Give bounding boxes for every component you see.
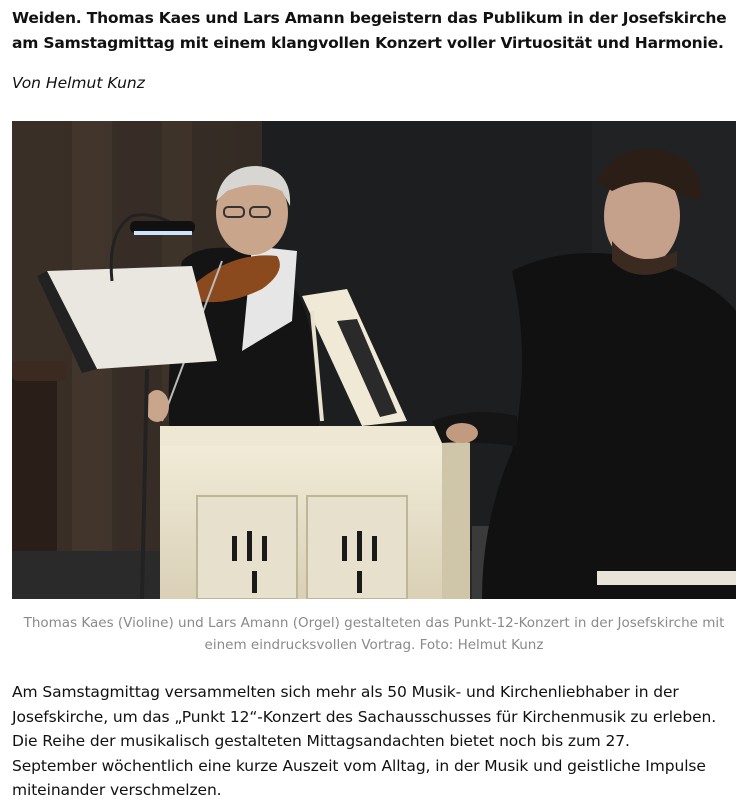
photo-caption: Thomas Kaes (Violine) und Lars Amann (Orgel) gestalteten das Punkt-12-Konzert in der Josefskirche mit einem eindrucksvollen Vortrag. Foto: Helmut Kunz — [23, 615, 725, 653]
concert-photo-illustration — [12, 121, 736, 599]
article-body-paragraph: Am Samstagmittag versammelten sich mehr als 50 Musik- und Kirchenliebhaber in der Josefskirche, um das „Punkt 12“-Konzert des Sachausschusses für Kirchenmusik zu erleben. Die Reihe der musikalisch gestalteten Mittagsandachten bietet noch bis zum 27. — [12, 683, 717, 750]
article-lead: Weiden. Thomas Kaes und Lars Amann begeistern das Publikum in der Josefskirche am Samstagmittag mit einem klangvollen Konzert voller Virtuosität und Harmonie. — [12, 9, 727, 52]
article-body-paragraph: September wöchentlich eine kurze Auszeit vom Alltag, in der Musik und geistliche Impulse miteinander verschmelzen. — [12, 756, 706, 799]
article-photo — [12, 121, 736, 599]
article-body — [12, 680, 740, 803]
article-byline: Von Helmut Kunz — [12, 74, 145, 92]
